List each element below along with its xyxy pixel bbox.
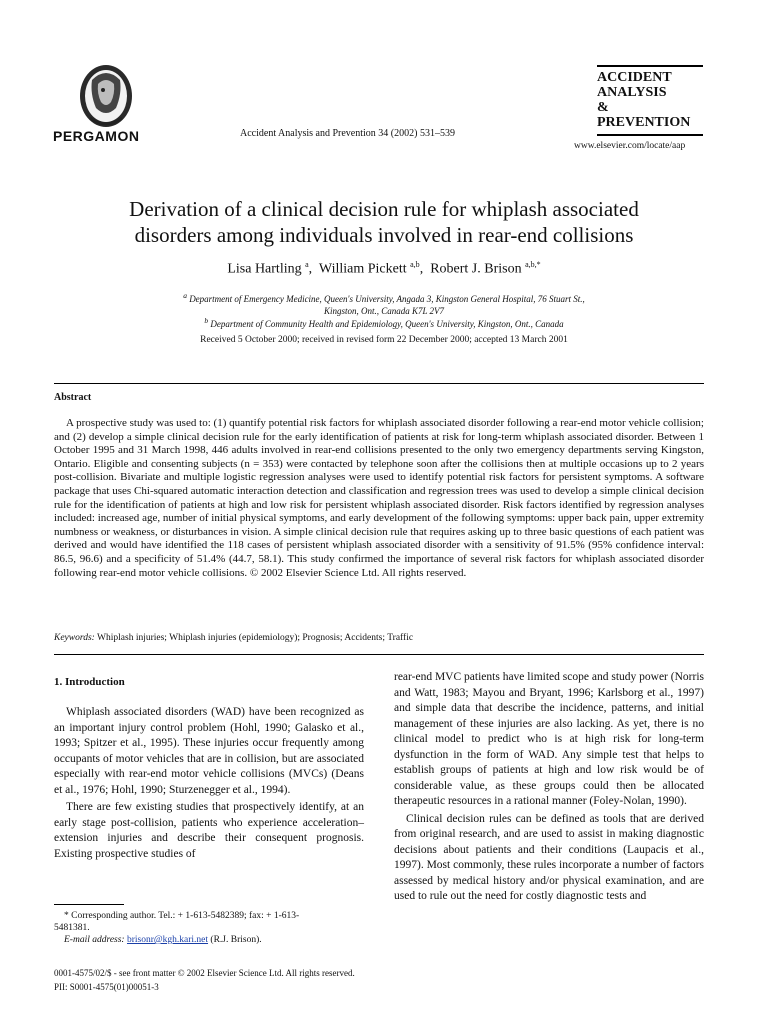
journal-website-link[interactable]: www.elsevier.com/locate/aap bbox=[574, 141, 686, 151]
abstract-top-rule bbox=[54, 383, 704, 384]
publisher-name: PERGAMON bbox=[53, 128, 140, 144]
journal-brand-line: & bbox=[597, 100, 609, 115]
affiliation-b-text: Department of Community Health and Epidemiology, Queen's University, Kingston, Ont., Canada bbox=[210, 319, 564, 329]
footnote-rule bbox=[54, 904, 124, 905]
author-name: Robert J. Brison bbox=[430, 261, 522, 277]
email-link[interactable]: brisonr@kgh.kari.net bbox=[126, 935, 209, 945]
brand-top-rule bbox=[597, 65, 703, 67]
keywords-text: Whiplash injuries; Whiplash injuries (epidemiology); Prognosis; Accidents; Traffic bbox=[97, 633, 414, 643]
author-affil-mark: a,b,* bbox=[525, 260, 541, 269]
abstract-heading: Abstract bbox=[54, 392, 92, 403]
author-affil-mark: a bbox=[305, 260, 309, 269]
author-name: Lisa Hartling bbox=[227, 261, 302, 277]
affiliation-a-line: Kingston, Ont., Canada K7L 2V7 bbox=[323, 306, 445, 316]
footnote-corresponding: 5481381. bbox=[54, 923, 90, 933]
paragraph: rear-end MVC patients have limited scope and study power (Norris and Watt, 1983; Mayou and Bryant, 1996; Karlsborg et al., 1997) and simple data that describe the incidence, patterns, and initial management of these injuries are also lacking. As yet, there is no clinical model to predict who is at high risk for long-term dysfunction in the form of WAD. Any simple test that helps to establish groups of patients at high and low risk would be of considerable value, as these groups could then be allocated therapeutic resources in a rational manner (Foley-Nolan, 1990). bbox=[394, 671, 704, 807]
journal-brand-line: ANALYSIS bbox=[597, 85, 667, 100]
journal-brand-line: ACCIDENT bbox=[597, 70, 672, 85]
brand-bottom-rule bbox=[597, 134, 703, 136]
paragraph: Clinical decision rules can be defined as tools that are derived from original research, and are used to assist in making diagnostic decisions about patients and their conditions (Laupacis et al., 1997). Most commonly, these rules incorporate a number of factors assessed by medical history and/or physical examination, and are used to rule out the need for costly diagnostic tests and bbox=[394, 812, 704, 902]
title-line: Derivation of a clinical decision rule for whiplash associated bbox=[129, 197, 639, 221]
page-footer bbox=[54, 966, 355, 994]
title-line: disorders among individuals involved in rear-end collisions bbox=[134, 223, 634, 247]
paragraph: There are few existing studies that prospectively identify, at an early stage post-collision, patients who experience acceleration–extension injuries and describe their consequent prognosis. Existing prospective studies of bbox=[54, 801, 364, 860]
paragraph: Whiplash associated disorders (WAD) have been recognized as an important injury control problem (Hohl, 1990; Galasko et al., 1993; Spitzer et al., 1995). These injuries occur frequently among occupants of motor vehicles that are in collision, but are associated especially with rear-end motor vehicle collisions (MVCs) (Deans et al., 1976; Hohl, 1990; Sturzenegger et al., 1994). bbox=[54, 706, 364, 796]
section-heading-introduction: 1. Introduction bbox=[54, 676, 125, 688]
author-list: Lisa Hartling $^a$, William Pickett $^{a,b}$, Robert J. Brison $^{a,b,*}$ bbox=[227, 260, 541, 277]
footnote-corresponding: * Corresponding author. Tel.: + 1-613-5482389; fax: + 1-613- bbox=[64, 911, 300, 921]
affiliation-a: $^a$ Department of Emergency Medicine, Queen's University, Angada 3, Kingston General Hospital, 76 Stuart St., Kingston, Ont., Canada K7L 2V7 bbox=[0, 290, 768, 317]
keywords-label: Keywords: bbox=[54, 633, 95, 643]
affiliation-b: $^b$ Department of Community Health and Epidemiology, Queen's University, Kingston, Ont., Canada bbox=[204, 316, 564, 329]
journal-brand bbox=[597, 70, 690, 130]
journal-citation: Accident Analysis and Prevention 34 (2002) 531–539 bbox=[240, 128, 455, 139]
abstract-bottom-rule bbox=[54, 654, 704, 655]
abstract-text: A prospective study was used to: (1) quantify potential risk factors for whiplash associated disorder following a rear-end motor vehicle collision; and (2) develop a simple clinical decision rule for the early identification of patients at risk for long-term whiplash associated disorder. Between 1 October 1995 and 31 March 1998, 446 adults involved in rear-end collisions presented to the only two emergency departments serving Kingston, Ontario. Eligible and consenting subjects (n = 353) were contacted by telephone soon after the collisions then at multiple occasions up to 2 years post-collision. Bivariate and multiple logistic regression analyses were used to identify potential risk factors for persistent symptoms. A software package that uses Chi-squared automatic interaction detection and classification and regression trees was used to develop a simple clinical decision rule for the identification of patients at high and low risk for persistent whiplash associated disorder. Risk factors identified by regression analyses included: increased age, number of initial physical symptoms, and early development of the following symptoms: upper back pain, upper extremity numbness or weakness, or disturbances in vision. A simple clinical decision rule that requires asking up to three basic questions of each patient was derived and would have identified the 118 cases of persistent whiplash associated disorder with a sensitivity of 91.5% (95% confidence interval: 86.5, 96.6) and a specificity of 51.4% (44.7, 58.1). This study confirmed the importance of several risk factors for whiplash associated disorder following rear-end motor vehicle collisions. © 2002 Elsevier Science Ltd. All rights reserved. bbox=[54, 417, 704, 579]
journal-brand-line: PREVENTION bbox=[597, 115, 691, 130]
publisher-logo bbox=[62, 60, 150, 130]
received-dates: Received 5 October 2000; received in revised form 22 December 2000; accepted 13 March 2001 bbox=[200, 335, 568, 345]
right-column bbox=[394, 670, 704, 907]
email-suffix: (R.J. Brison). bbox=[210, 935, 262, 945]
footer-copyright: 0001-4575/02/$ - see front matter © 2002 Elsevier Science Ltd. All rights reserved. bbox=[54, 968, 355, 978]
article-title bbox=[0, 196, 768, 248]
affiliation-a-line: Department of Emergency Medicine, Queen's University, Angada 3, Kingston General Hospital, 76 Stuart St., bbox=[189, 294, 585, 304]
email-label: E-mail address: bbox=[64, 935, 125, 945]
left-column bbox=[54, 705, 364, 864]
keywords bbox=[54, 633, 413, 643]
footnote bbox=[54, 910, 364, 946]
author-name: William Pickett bbox=[318, 261, 407, 277]
author-affil-mark: a,b bbox=[410, 260, 420, 269]
footer-pii: PII: S0001-4575(01)00051-3 bbox=[54, 982, 159, 992]
